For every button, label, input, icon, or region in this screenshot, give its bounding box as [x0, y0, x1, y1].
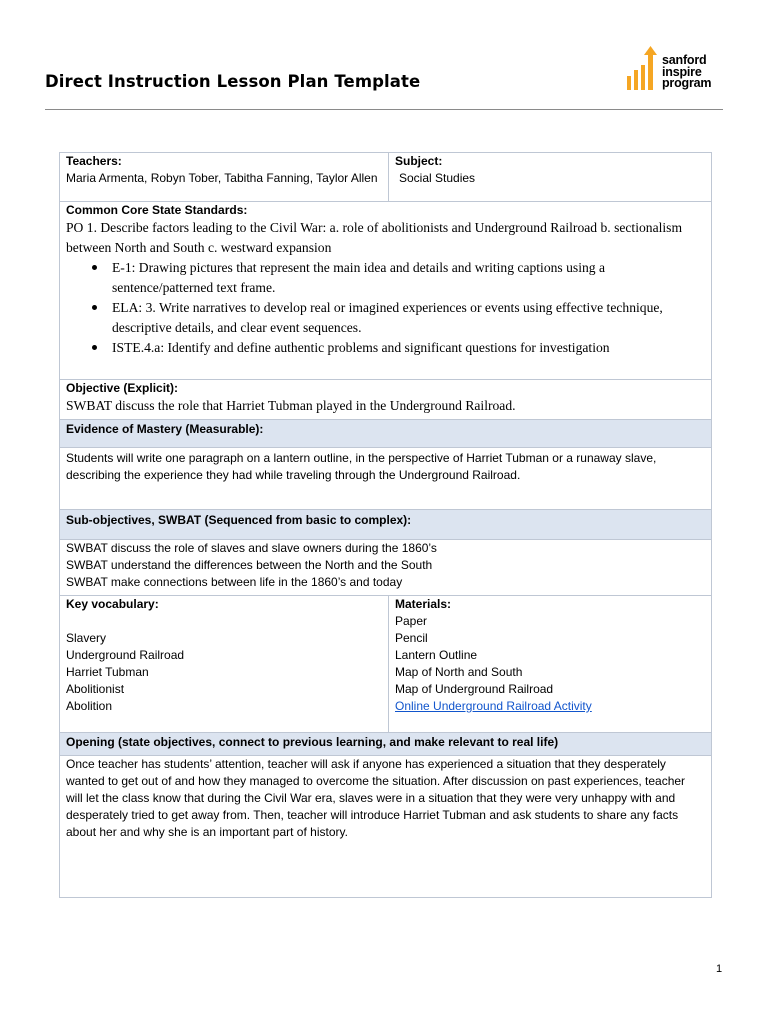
subject-value: Social Studies	[399, 171, 476, 185]
online-activity-link[interactable]: Online Underground Railroad Activity	[395, 699, 592, 713]
standards-item: ISTE.4.a: Identify and define authentic problems and significant questions for investigation	[112, 338, 705, 358]
opening-value: Once teacher has students’ attention, teacher will ask if anyone has experienced a situation that they desperately wanted to get out of and how they managed to overcome the situation. After discussion on past experiences, teacher will let the class know that during the Civil War era, slaves were in a situation that they were very unhappy with and desperately tried to get away from. Then, teacher will introduce Harriet Tubman and ask students to share any facts about her and why she is an important part of history.	[60, 756, 712, 898]
subobjectives-cell	[60, 540, 712, 596]
teachers-value: Maria Armenta, Robyn Tober, Tabitha Fanning, Taylor Allen	[66, 171, 378, 185]
opening-label-cell	[60, 733, 712, 756]
teachers-subject-row	[60, 153, 712, 202]
mastery-label-cell	[60, 420, 712, 448]
vocabulary-cell	[60, 596, 389, 733]
standards-cell	[60, 202, 712, 380]
standards-item: ELA: 3. Write narratives to develop real or imagined experiences or events using effective technique, descriptive details, and clear event sequences.	[112, 298, 705, 338]
subobjectives-label-cell	[60, 510, 712, 540]
page-number: 1	[716, 963, 723, 975]
mastery-row	[60, 448, 712, 510]
materials-item: Lantern Outline	[395, 648, 478, 662]
vocabulary-label: Key vocabulary:	[66, 597, 159, 611]
objective-row	[60, 380, 712, 420]
vocabulary-item: Underground Railroad	[66, 648, 185, 662]
teachers-label: Teachers:	[66, 154, 122, 168]
vocabulary-item: Abolitionist	[66, 682, 125, 696]
sanford-inspire-logo	[624, 46, 724, 96]
materials-cell	[389, 596, 712, 733]
subobjectives-label: Sub-objectives, SWBAT (Sequenced from basic to complex):	[66, 513, 412, 527]
document-title: Direct Instruction Lesson Plan Template	[45, 72, 421, 91]
vocabulary-item: Harriet Tubman	[66, 665, 149, 679]
materials-item: Map of Underground Railroad	[395, 682, 554, 696]
subobjectives-row	[60, 540, 712, 596]
objective-value: SWBAT discuss the role that Harriet Tubman played in the Underground Railroad.	[66, 398, 516, 413]
opening-row	[60, 756, 712, 898]
materials-item: Map of North and South	[395, 665, 523, 679]
opening-label-row	[60, 733, 712, 756]
subobjective-item: SWBAT discuss the role of slaves and slave owners during the 1860’s	[66, 541, 437, 555]
vocabulary-item: Slavery	[66, 631, 107, 645]
logo-text: sanford inspire program	[662, 53, 712, 90]
subobjective-item: SWBAT understand the differences between the North and the South	[66, 558, 433, 572]
subject-label: Subject:	[395, 154, 443, 168]
mastery-value: Students will write one paragraph on a lantern outline, in the perspective of Harriet Tubman or a runaway slave, describing the experience they had while traveling through the Underground Railroad.	[60, 448, 712, 510]
objective-cell	[60, 380, 712, 420]
standards-item: E-1: Drawing pictures that represent the main idea and details and writing captions using a sentence/patterned text frame.	[112, 258, 705, 298]
subobjectives-label-row	[60, 510, 712, 540]
mastery-label: Evidence of Mastery (Measurable):	[66, 422, 264, 436]
title-divider	[45, 109, 723, 110]
vocab-materials-row	[60, 596, 712, 733]
logo-bars-icon	[624, 46, 660, 96]
standards-label: Common Core State Standards:	[66, 203, 248, 217]
standards-list	[66, 258, 705, 358]
opening-label: Opening (state objectives, connect to previous learning, and make relevant to real life)	[66, 735, 559, 749]
materials-item: Pencil	[395, 631, 428, 645]
vocabulary-item: Abolition	[66, 699, 113, 713]
standards-intro: PO 1. Describe factors leading to the Civil War: a. role of abolitionists and Underground Railroad b. sectionalism between North and South c. westward expansion	[66, 220, 683, 255]
materials-item: Paper	[395, 614, 428, 628]
subject-cell	[389, 153, 712, 202]
objective-label: Objective (Explicit):	[66, 381, 179, 395]
subobjective-item: SWBAT make connections between life in the 1860’s and today	[66, 575, 403, 589]
mastery-label-row	[60, 420, 712, 448]
standards-row	[60, 202, 712, 380]
teachers-cell	[60, 153, 389, 202]
materials-label: Materials:	[395, 597, 452, 611]
lesson-plan-table	[59, 152, 712, 898]
